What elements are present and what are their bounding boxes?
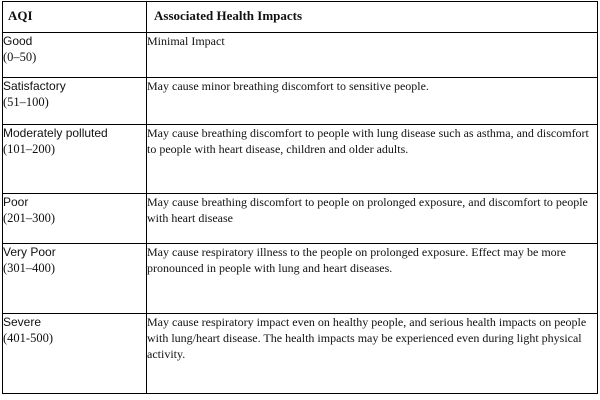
- table-row-very-poor: [3, 244, 598, 314]
- aqi-range: (0–50): [3, 50, 37, 64]
- aqi-range: (101–200): [3, 142, 56, 156]
- health-impact-text: May cause respiratory illness to the people on prolonged exposure. Effect may be more pronounced in people with lung and heart diseases.: [147, 244, 598, 314]
- table-row-moderately-polluted: [3, 125, 598, 194]
- table-row-satisfactory: [3, 78, 598, 125]
- aqi-category-name: Good: [3, 34, 33, 48]
- aqi-category-cell: [3, 125, 147, 194]
- aqi-health-impact-table: [2, 1, 598, 394]
- aqi-category-cell: [3, 78, 147, 125]
- aqi-category-cell: [3, 244, 147, 314]
- health-impact-text: May cause respiratory impact even on healthy people, and serious health impacts on people with lung/heart disease. The health impacts may be experienced even during light physical activity.: [147, 314, 598, 394]
- aqi-range: (401-500): [3, 331, 53, 345]
- aqi-range: (301–400): [3, 261, 56, 275]
- table-row-good: [3, 33, 598, 78]
- aqi-category-cell: [3, 33, 147, 78]
- table-row-severe: [3, 314, 598, 394]
- aqi-category-name: Moderately polluted: [3, 126, 108, 140]
- aqi-range: (201–300): [3, 211, 56, 225]
- health-impact-text: May cause breathing discomfort to people with lung disease such as asthma, and discomfort to people with heart disease, children and older adults.: [147, 125, 598, 194]
- health-impact-text: Minimal Impact: [147, 33, 598, 78]
- aqi-category-cell: [3, 314, 147, 394]
- aqi-range: (51–100): [3, 95, 49, 109]
- table-row-poor: [3, 194, 598, 244]
- health-impact-text: May cause minor breathing discomfort to sensitive people.: [147, 78, 598, 125]
- header-aqi: AQI: [3, 2, 147, 33]
- aqi-category-name: Very Poor: [3, 245, 56, 259]
- aqi-category-name: Poor: [3, 195, 29, 209]
- table-header-row: [3, 2, 598, 33]
- health-impact-text: May cause breathing discomfort to people on prolonged exposure, and discomfort to people with heart disease: [147, 194, 598, 244]
- aqi-category-name: Severe: [3, 315, 42, 329]
- aqi-category-name: Satisfactory: [3, 79, 66, 93]
- header-health-impacts: Associated Health Impacts: [147, 2, 598, 33]
- aqi-category-cell: [3, 194, 147, 244]
